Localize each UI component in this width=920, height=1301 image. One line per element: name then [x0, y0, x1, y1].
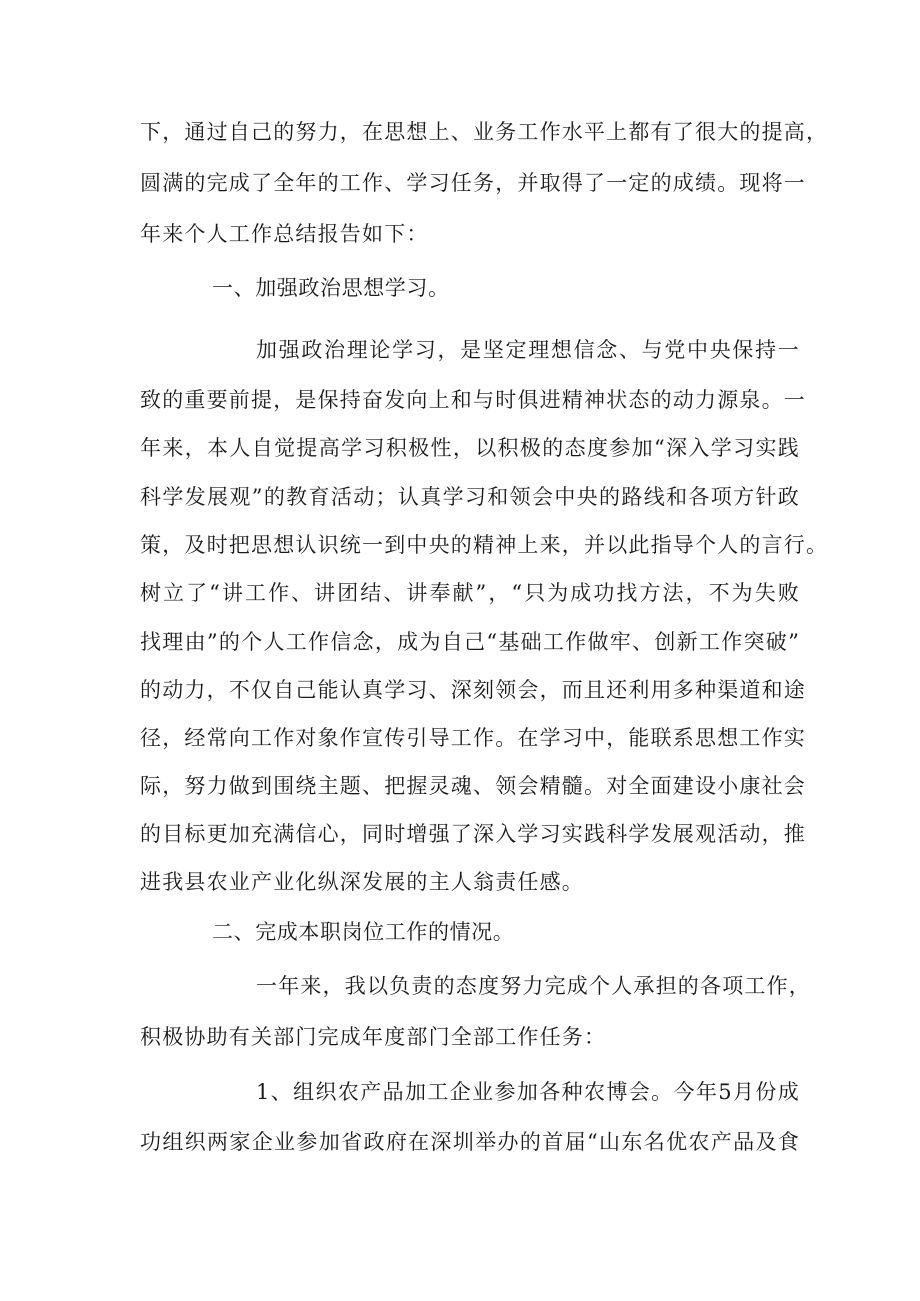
- paragraph-line: 的目标更加充满信心，同时增强了深入学习实践科学发展观活动，推: [140, 822, 806, 846]
- paragraph-line: 下，通过自己的努力，在思想上、业务工作水平上都有了很大的提高，: [140, 120, 829, 144]
- paragraph-line: 科学发展观”的教育活动；认真学习和领会中央的路线和各项方针政: [140, 485, 800, 509]
- section-heading-2: 二、完成本职岗位工作的情况。: [212, 920, 515, 944]
- paragraph-line: 年来，本人自觉提高学习积极性，以积极的态度参加“深入学习实践: [140, 436, 800, 460]
- section-heading-1: 一、加强政治思想学习。: [212, 276, 450, 300]
- paragraph-line: 进我县农业产业化纵深发展的主人翁责任感。: [140, 870, 584, 894]
- paragraph-line: 际，努力做到围绕主题、把握灵魂、领会精髓。对全面建设小康社会: [140, 774, 806, 798]
- paragraph-line: 1、组织农产品加工企业参加各种农博会。今年5月份成: [256, 1080, 800, 1104]
- paragraph-line: 致的重要前提，是保持奋发向上和与时俱进精神状态的动力源泉。一: [140, 388, 806, 412]
- paragraph-line: 径，经常向工作对象作宣传引导工作。在学习中，能联系思想工作实: [140, 726, 806, 750]
- paragraph-line: 积极协助有关部门完成年度部门全部工作任务：: [140, 1025, 607, 1049]
- paragraph-line: 策，及时把思想认识统一到中央的精神上来，并以此指导个人的言行。: [140, 533, 829, 557]
- paragraph-line: 功组织两家企业参加省政府在深圳举办的首届“山东名优农产品及食: [140, 1130, 800, 1154]
- paragraph-line: 圆满的完成了全年的工作、学习任务，并取得了一定的成绩。现将一: [140, 171, 806, 195]
- paragraph-line: 一年来，我以负责的态度努力完成个人承担的各项工作，: [256, 974, 811, 998]
- paragraph-line: 年来个人工作总结报告如下：: [140, 222, 429, 246]
- paragraph-line: 加强政治理论学习，是坚定理想信念、与党中央保持一: [256, 338, 800, 362]
- paragraph-line: 找理由”的个人工作信念，成为自己“基础工作做牢、创新工作突破”: [140, 630, 800, 654]
- paragraph-line: 的动力，不仅自己能认真学习、深刻领会，而且还利用多种渠道和途: [140, 678, 806, 702]
- paragraph-line: 树立了“讲工作、讲团结、讲奉献”，“只为成功找方法，不为失败: [140, 581, 800, 605]
